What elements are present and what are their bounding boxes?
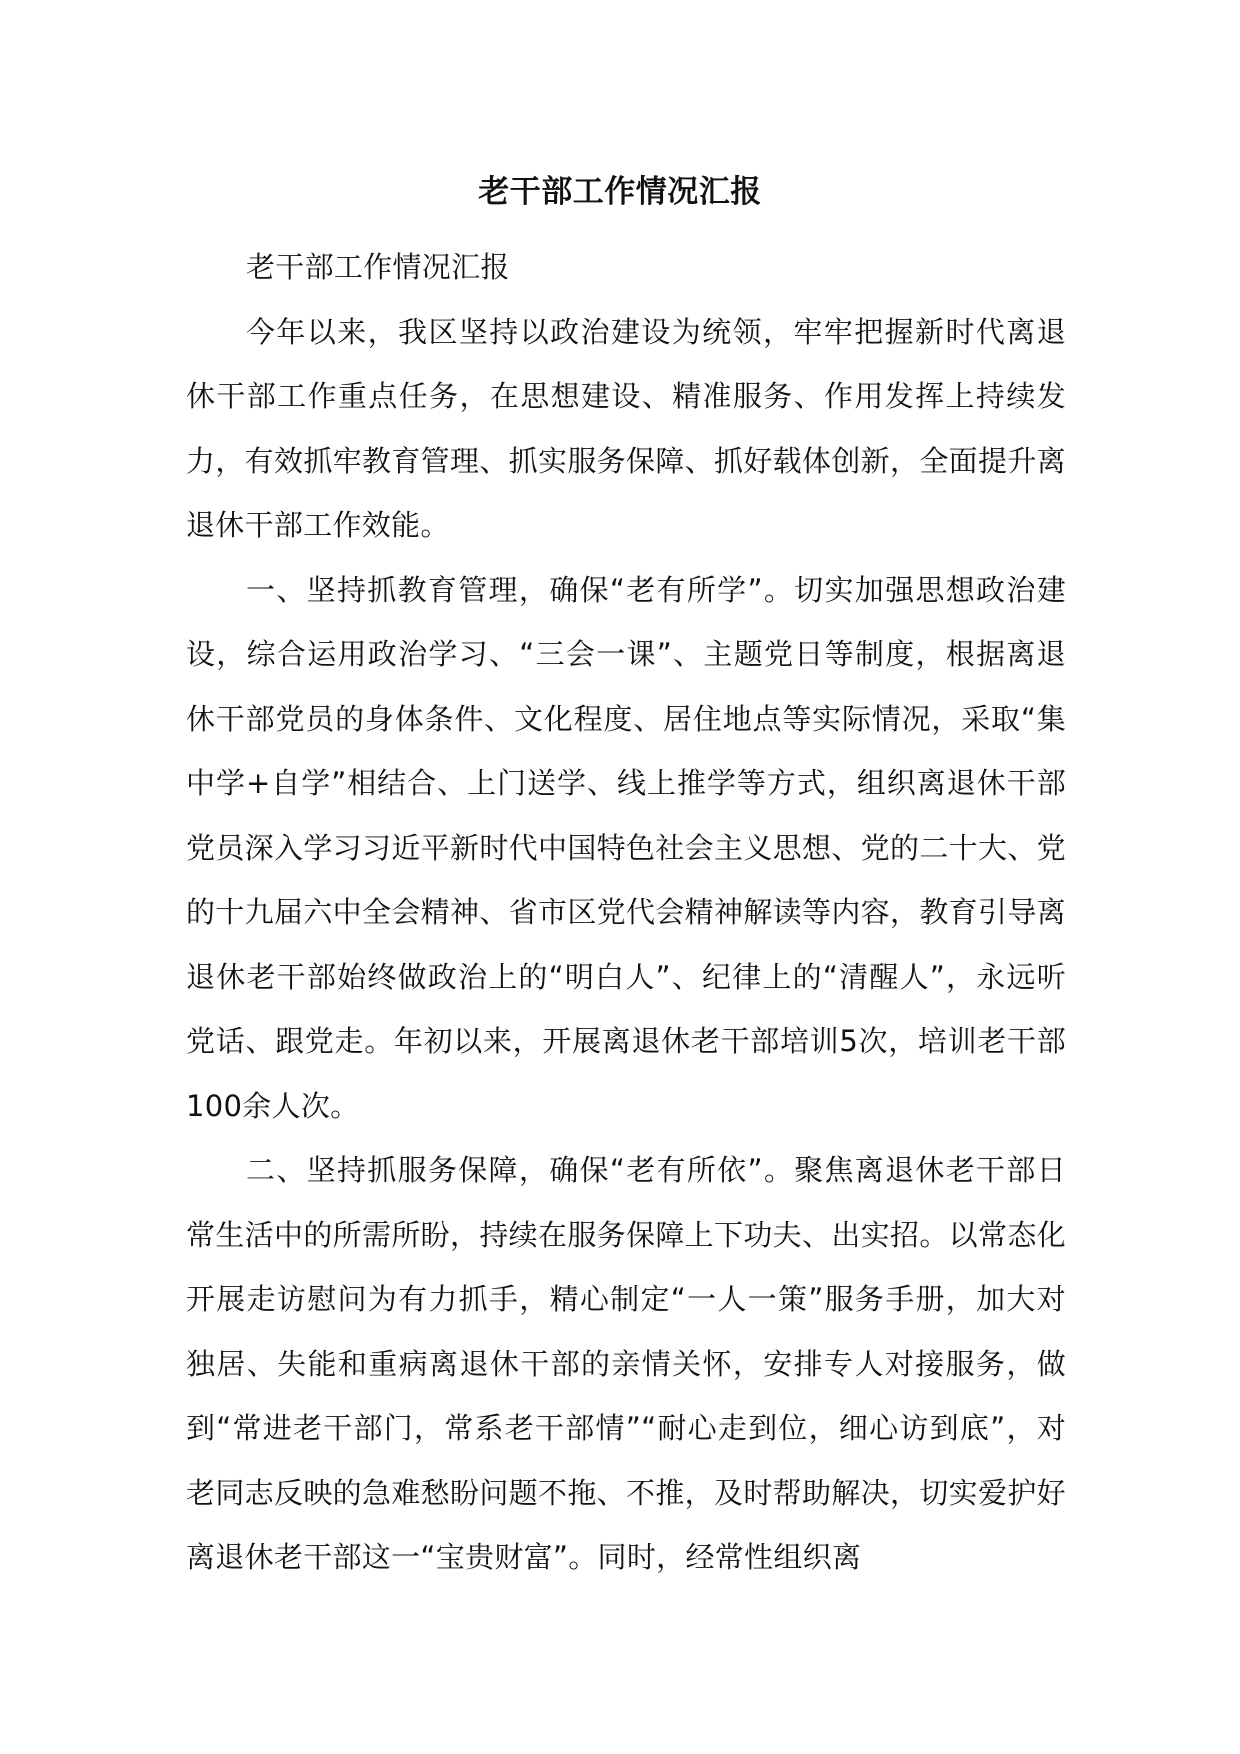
document-body: [186, 235, 1066, 1590]
subtitle-paragraph: 老干部工作情况汇报: [246, 250, 510, 284]
document-title: 老干部工作情况汇报: [478, 174, 762, 210]
service-paragraph: 二、坚持抓服务保障，确保“老有所依”。聚焦离退休老干部日常生活中的所需所盼，持续在服务保障上下功夫、出实招。以常态化开展走访慰问为有力抓手，精心制定“一人一策”服务手册，加大对独居、失能和重病离退休干部的亲情关怀，安排专人对接服务，做到“常进老干部门，常系老干部情”“耐心走到位，细心访到底”，对老同志反映的急难愁盼问题不拖、不推，及时帮助解决，切实爱护好离退休老干部这一“宝贵财富”。同时，经常性组织离: [186, 1153, 1066, 1574]
intro-paragraph: 今年以来，我区坚持以政治建设为统领，牢牢把握新时代离退休干部工作重点任务，在思想建设、精准服务、作用发挥上持续发力，有效抓牢教育管理、抓实服务保障、抓好载体创新，全面提升离退休干部工作效能。: [186, 314, 1066, 542]
education-paragraph: 一、坚持抓教育管理，确保“老有所学”。切实加强思想政治建设，综合运用政治学习、“三会一课”、主题党日等制度，根据离退休干部党员的身体条件、文化程度、居住地点等实际情况，采取“集中学+自学”相结合、上门送学、线上推学等方式，组织离退休干部党员深入学习习近平新时代中国特色社会主义思想、党的二十大、党的十九届六中全会精神、省市区党代会精神解读等内容，教育引导离退休老干部始终做政治上的“明白人”、纪律上的“清醒人”，永远听党话、跟党走。年初以来，开展离退休老干部培训5次，培训老干部100余人次。: [186, 572, 1066, 1123]
